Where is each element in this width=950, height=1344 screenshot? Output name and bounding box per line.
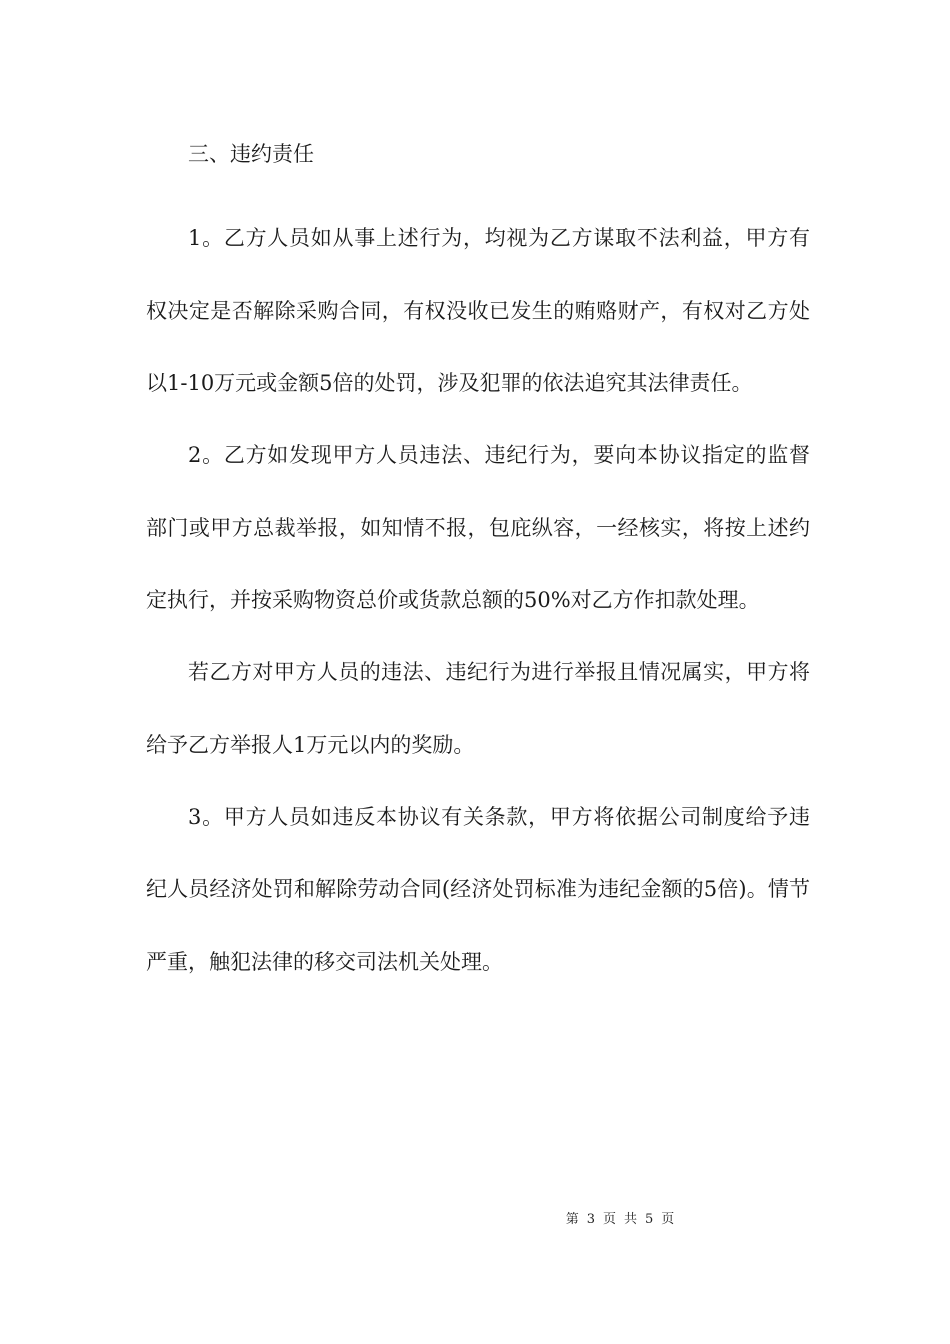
- page-footer: [0, 1208, 950, 1227]
- footer-page-word: 页: [602, 1212, 616, 1227]
- paragraph-4: 3。甲方人员如违反本协议有关条款，甲方将依据公司制度给予违纪人员经济处罚和解除劳动合同(经济处罚标准为违纪金额的5倍)。情节严重，触犯法律的移交司法机关处理。: [146, 804, 810, 974]
- section-title: 三、违约责任: [188, 142, 314, 166]
- paragraph-1: 1。乙方人员如从事上述行为，均视为乙方谋取不法利益，甲方有权决定是否解除采购合同，有权没收已发生的贿赂财产，有权对乙方处以1-10万元或金额5倍的处罚，涉及犯罪的依法追究其法律责任。: [146, 226, 810, 395]
- footer-current-page: 3: [586, 1212, 595, 1227]
- document-body: [146, 130, 810, 998]
- paragraph-3: 若乙方对甲方人员的违法、违纪行为进行举报且情况属实，甲方将给予乙方举报人1万元以内的奖励。: [146, 660, 810, 757]
- footer-suffix: 页: [661, 1212, 675, 1227]
- paragraph-2: 2。乙方如发现甲方人员违法、违纪行为，要向本协议指定的监督部门或甲方总裁举报，如知情不报，包庇纵容，一经核实，将按上述约定执行，并按采购物资总价或货款总额的50%对乙方作扣款处理。: [146, 443, 810, 612]
- footer-prefix: 第: [565, 1212, 579, 1227]
- footer-total-prefix: 共: [624, 1212, 638, 1227]
- footer-total-pages: 5: [645, 1212, 654, 1227]
